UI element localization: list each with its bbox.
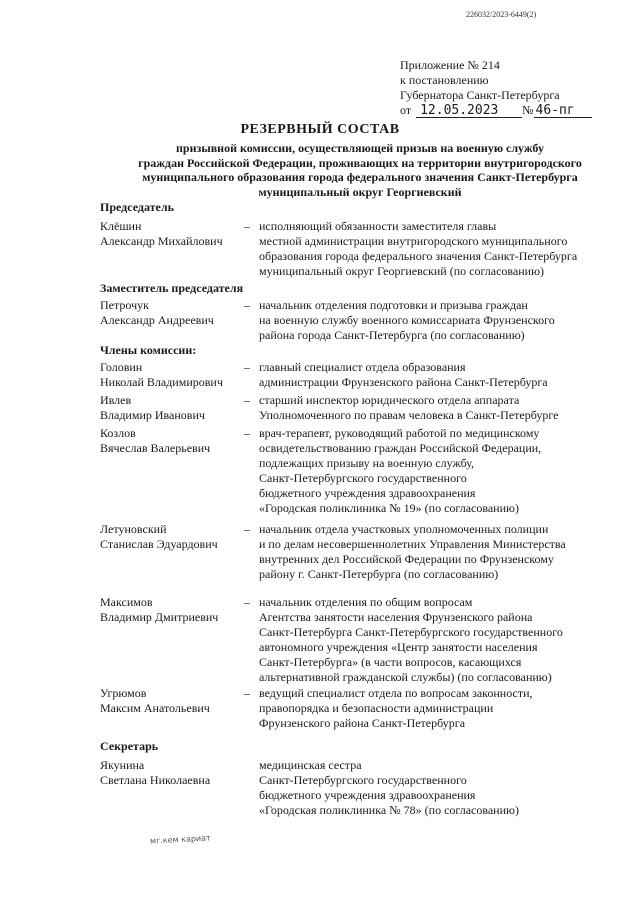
position-line: подлежащих призыву на военную службу, bbox=[259, 456, 475, 470]
subtitle-line: призывной комиссии, осуществляющей призыв на военную службу bbox=[176, 141, 544, 155]
surname: Летуновский bbox=[100, 522, 167, 536]
surname: Козлов bbox=[100, 426, 136, 440]
section-heading-chair: Председатель bbox=[100, 200, 174, 214]
surname: Максимов bbox=[100, 595, 153, 609]
position-line: бюджетного учреждения здравоохранения bbox=[259, 788, 476, 802]
position-line: врач-терапевт, руководящий работой по медицинскому bbox=[259, 426, 540, 440]
position-line: альтернативной гражданской службы) (по согласованию) bbox=[259, 670, 552, 684]
subtitle-line: муниципального образования города федерального значения Санкт-Петербурга bbox=[142, 170, 578, 184]
surname: Головин bbox=[100, 360, 143, 374]
position-line: начальник отделения по общим вопросам bbox=[259, 595, 473, 609]
given-names: Вячеслав Валерьевич bbox=[100, 441, 211, 455]
given-names: Александр Андреевич bbox=[100, 313, 214, 327]
subtitle-line: муниципальный округ Георгиевский bbox=[258, 184, 462, 199]
position-line: образования города федерального значения Санкт-Петербурга bbox=[259, 249, 578, 263]
dash: – bbox=[244, 360, 250, 374]
position-line: Санкт-Петербурга» (в части вопросов, касающихся bbox=[259, 655, 522, 669]
person-name bbox=[100, 522, 250, 552]
surname: Ивлев bbox=[100, 393, 132, 407]
position-line: «Городская поликлиника № 78» (по согласованию) bbox=[259, 803, 519, 817]
person-position bbox=[259, 298, 624, 343]
position-line: Санкт-Петербурга Санкт-Петербургского государственного bbox=[259, 625, 563, 639]
appendix-by: Губернатора Санкт-Петербурга bbox=[400, 88, 560, 102]
position-line: медицинская сестра bbox=[259, 758, 362, 772]
position-line: правопорядка и безопасности администрации bbox=[259, 701, 494, 715]
section-heading-secretary: Секретарь bbox=[100, 739, 159, 753]
position-line: Санкт-Петербургского государственного bbox=[259, 471, 467, 485]
position-line: району г. Санкт-Петербурга (по согласованию) bbox=[259, 567, 499, 581]
given-names: Максим Анатольевич bbox=[100, 701, 210, 715]
document-title: РЕЗЕРВНЫЙ СОСТАВ bbox=[240, 122, 400, 137]
appendix-to: к постановлению bbox=[400, 73, 489, 87]
position-line: автономного учреждения «Центр занятости населения bbox=[259, 640, 538, 654]
position-line: Агентства занятости населения Фрунзенского района bbox=[259, 610, 533, 624]
dash: – bbox=[244, 686, 250, 700]
number-prefix: № bbox=[522, 103, 534, 117]
dash: – bbox=[244, 595, 250, 609]
position-line: и по делам несовершеннолетних Управления Министерства bbox=[259, 537, 566, 551]
position-line: Санкт-Петербургского государственного bbox=[259, 773, 467, 787]
position-line: старший инспектор юридического отдела аппарата bbox=[259, 393, 520, 407]
position-line: местной администрации внутригородского муниципального bbox=[259, 234, 568, 248]
position-line: Фрунзенского района Санкт-Петербурга bbox=[259, 716, 466, 730]
position-line: освидетельствованию граждан Российской Федерации, bbox=[259, 441, 542, 455]
position-line: «Городская поликлиника № 19» (по согласованию) bbox=[259, 501, 519, 515]
position-line: главный специалист отдела образования bbox=[259, 360, 466, 374]
date-prefix: от bbox=[400, 103, 412, 117]
given-names: Светлана Николаевна bbox=[100, 773, 211, 787]
person-name bbox=[100, 393, 250, 423]
person-position bbox=[259, 219, 624, 279]
person-position bbox=[259, 595, 624, 685]
position-line: района города Санкт-Петербурга (по согласованию) bbox=[259, 328, 525, 342]
position-line: муниципальный округ Георгиевский (по согласованию) bbox=[259, 264, 545, 278]
dash: – bbox=[244, 298, 250, 312]
position-line: исполняющий обязанности заместителя главы bbox=[259, 219, 497, 233]
position-line: начальник отдела участковых уполномоченных полиции bbox=[259, 522, 549, 536]
person-name bbox=[100, 595, 250, 625]
position-line: бюджетного учреждения здравоохранения bbox=[259, 486, 476, 500]
given-names: Николай Владимирович bbox=[100, 375, 223, 389]
person-name bbox=[100, 686, 250, 716]
position-line: внутренних дел Российской Федерации по Фрунзенскому bbox=[259, 552, 554, 566]
dash: – bbox=[244, 522, 250, 536]
person-position bbox=[259, 360, 624, 390]
given-names: Владимир Иванович bbox=[100, 408, 205, 422]
number-field: 46-пг bbox=[534, 104, 592, 118]
person-name bbox=[100, 219, 250, 249]
person-name bbox=[100, 298, 250, 328]
position-line: ведущий специалист отдела по вопросам законности, bbox=[259, 686, 533, 700]
position-line: администрации Фрунзенского района Санкт-Петербурга bbox=[259, 375, 548, 389]
document-registration-number: 226032/2023-6449(2) bbox=[466, 10, 537, 19]
person-name bbox=[100, 360, 250, 390]
appendix-date-line bbox=[400, 103, 610, 118]
surname: Петрочук bbox=[100, 298, 149, 312]
given-names: Владимир Дмитриевич bbox=[100, 610, 219, 624]
position-line: на военную службу военного комиссариата Фрунзенского bbox=[259, 313, 555, 327]
appendix-title: Приложение № 214 bbox=[400, 58, 500, 72]
given-names: Александр Михайлович bbox=[100, 234, 223, 248]
surname: Якунина bbox=[100, 758, 145, 772]
dash: – bbox=[244, 219, 250, 233]
position-line: начальник отделения подготовки и призыва граждан bbox=[259, 298, 528, 312]
person-position bbox=[259, 393, 624, 423]
position-line: Уполномоченного по правам человека в Санкт-Петербурге bbox=[259, 408, 559, 422]
subtitle-line: граждан Российской Федерации, проживающих на территории внутригородского bbox=[138, 155, 582, 170]
surname: Угрюмов bbox=[100, 686, 147, 700]
surname: Клёшин bbox=[100, 219, 142, 233]
dash: – bbox=[244, 426, 250, 440]
person-position bbox=[259, 426, 624, 516]
section-heading-deputy: Заместитель председателя bbox=[100, 281, 244, 295]
person-position bbox=[259, 686, 624, 731]
appendix-block bbox=[400, 58, 610, 118]
document-subtitle bbox=[100, 141, 620, 199]
given-names: Станислав Эдуардович bbox=[100, 537, 218, 551]
person-position bbox=[259, 758, 624, 818]
person-name bbox=[100, 426, 250, 456]
section-heading-members: Члены комиссии: bbox=[100, 343, 197, 357]
person-position bbox=[259, 522, 624, 582]
stamp-remnant-text: мг.кем кариат bbox=[149, 833, 211, 846]
dash: – bbox=[244, 393, 250, 407]
person-name bbox=[100, 758, 250, 788]
date-field: 12.05.2023 bbox=[416, 104, 522, 118]
